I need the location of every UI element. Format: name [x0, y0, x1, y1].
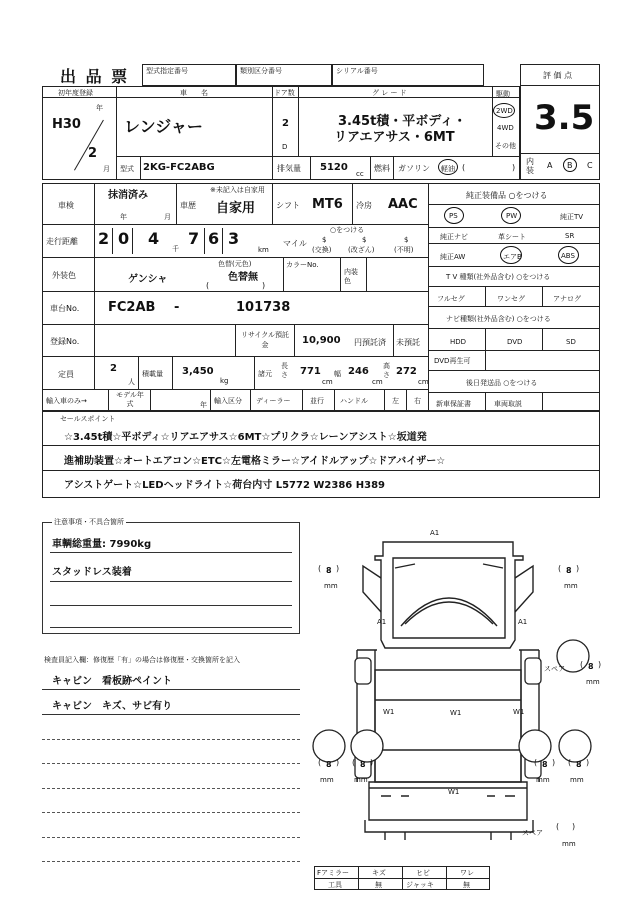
tire-rear-left-outer: 8 [326, 760, 332, 769]
interior-c: C [587, 161, 593, 170]
chassis-prefix: FC2AB [108, 300, 156, 315]
capacity-label: 定員 [58, 370, 74, 379]
model-label: 型式 [120, 165, 134, 173]
recycle-fee: 10,900 [302, 335, 341, 346]
import-parallel: 並行 [310, 397, 324, 405]
mileage-digit-5: 6 [208, 229, 220, 248]
tire-front-right-unit: mm [564, 582, 578, 590]
dvd-playback: DVD再生可 [434, 357, 471, 365]
model-year-label: モデル年式 [116, 391, 144, 408]
month-suffix: 月 [103, 165, 110, 173]
reg-label: 初年度登録 [58, 89, 93, 97]
color-no-label: カラーNo. [286, 261, 319, 269]
selling-point-line-1: ☆3.45t積☆平ボディ☆リアエアサス☆6MT☆プリクラ☆レーンアシスト☆坂道発 [64, 432, 427, 443]
navi-title: ナビ種類(社外品含む) ○をつける [446, 315, 551, 323]
mileage-digit-4: 7 [188, 229, 200, 248]
chassis-dash: - [174, 300, 180, 315]
score-box [520, 64, 600, 180]
handle-label: ハンドル [340, 397, 368, 405]
import-class-label: 輸入区分 [214, 397, 242, 405]
displacement: 5120 [320, 162, 348, 173]
chassis-number: 101738 [236, 300, 291, 315]
load-label: 積載量 [142, 370, 163, 378]
model-code: 2KG-FC2ABG [143, 162, 215, 173]
width-unit: cm [372, 378, 383, 386]
reg-no-label: 登録No. [50, 337, 80, 346]
navi-dvd: DVD [507, 338, 523, 346]
import-label: 輸入車のみ→ [46, 397, 87, 405]
mileage-digit-2: 0 [118, 229, 130, 248]
recycle-label: リサイクル預託金 [240, 331, 290, 349]
fuel-diesel-circle [438, 159, 458, 175]
diag-w1-right: W1 [513, 708, 525, 716]
tire-spare-bottom-unit: mm [562, 840, 576, 848]
dims-label: 諸元 [258, 370, 272, 378]
category-field: 類別区分番号 [236, 64, 332, 86]
tv-title: T V 種類(社外品含む) ○をつける [446, 273, 551, 281]
len-unit: cm [322, 378, 333, 386]
ac-label: 冷房 [356, 201, 372, 210]
equip-abs: ABS [561, 252, 575, 260]
repaint-label: 色替(元色) [218, 260, 252, 268]
height-label: 高さ [383, 362, 390, 379]
spare-label-bottom: スペア [522, 829, 543, 837]
mileage-digit-6: 3 [228, 229, 240, 248]
disp-label: 排気量 [277, 164, 301, 173]
fuel: ガソリン [398, 164, 430, 173]
color: ゲンシャ [128, 274, 168, 285]
legend-tools: 工具 [328, 881, 342, 889]
tire-spare-top-unit: mm [586, 678, 600, 686]
import-dealer: ディーラー [256, 397, 291, 405]
reg-month: 2 [88, 146, 98, 161]
tire-rear-right-outer-unit: mm [570, 776, 584, 784]
equip-airbag: エアB [503, 253, 522, 261]
tire-rear-left-outer-unit: mm [320, 776, 334, 784]
mileage-label: 走行距離 [46, 237, 78, 246]
equipment-title: 純正装備品 ○をつける [466, 191, 548, 200]
score-value: 3.5 [534, 98, 595, 138]
equip-leather: 革シート [498, 233, 526, 241]
after-warranty: 新車保証書 [436, 400, 471, 408]
tire-front-right: 8 [566, 566, 572, 575]
inspection: 抹消済み [108, 190, 148, 201]
sheet-title: 出 品 票 [60, 67, 130, 86]
ac: AAC [388, 197, 418, 212]
inspection-year: 年 [120, 213, 127, 221]
tv-oneseg: ワンセグ [497, 295, 525, 303]
mileage-digit-1: 2 [98, 229, 110, 248]
drive-2wd: 2WD [496, 107, 513, 115]
history-note: ※未記入は自家用 [210, 186, 265, 194]
grade-label: グ レ ー ド [372, 89, 407, 97]
grade-line2: リアエアサス・6MT [334, 130, 455, 145]
mileage-digit-3: 4 [148, 229, 160, 248]
recycle-status: 円預託済 [354, 338, 386, 347]
drive-label: 駆動 [496, 90, 510, 98]
door-suffix: D [282, 143, 288, 151]
legend-jack: ジャッキ [406, 881, 434, 889]
grade-line1: 3.45t積・平ボディ・ [338, 114, 467, 129]
equip-pw: PW [506, 212, 518, 220]
doors: 2 [282, 118, 289, 129]
navi-hdd: HDD [450, 338, 467, 346]
serial-field: シリアル番号 [332, 64, 484, 86]
score-label: 評 価 点 [543, 71, 573, 80]
legend-break: ワレ [460, 869, 474, 877]
repaint: 色替無 [228, 272, 258, 283]
inspection-month: 月 [164, 213, 171, 221]
length: 771 [300, 366, 321, 377]
diag-w1-left: W1 [383, 708, 395, 716]
diag-w1-rear: W1 [448, 788, 460, 796]
equip-ps-circle [444, 207, 464, 224]
notes-label: 注意事項・不具合箇所 [54, 518, 124, 526]
interior-label: 内装 [526, 157, 534, 175]
selling-point-line-3: アシストゲート☆LEDヘッドライト☆荷台内寸 L5772 W2386 H389 [64, 480, 385, 491]
meter-circle-note: ○をつける [330, 226, 365, 234]
diag-a1-left: A1 [377, 618, 387, 626]
equip-pw-circle [501, 207, 521, 224]
inspector-label: 検査員記入欄：修復歴「有」の場合は修復歴・交換箇所を記入 [44, 656, 240, 664]
drive-other: その他 [495, 142, 516, 150]
name-label: 車 名 [180, 89, 208, 97]
interior-b: B [567, 161, 573, 170]
spare-label-top: スペア [544, 665, 565, 673]
selling-point-line-2: 進補助装置☆オートエアコン☆ETC☆左電格ミラー☆アイドルアップ☆ドアバイザー☆ [64, 456, 446, 467]
equip-navi: 純正ナビ [440, 233, 468, 241]
shift-label: シフト [276, 201, 300, 210]
model-year-unit: 年 [200, 401, 207, 409]
equip-tv: 純正TV [560, 213, 584, 221]
mileage-thousand: 千 [172, 245, 179, 253]
notes-line-2: スタッドレス装着 [52, 567, 132, 578]
interior-color-label: 内装色 [344, 268, 358, 285]
tire-rear-left-inner-unit: mm [354, 776, 368, 784]
chassis-label: 車台No. [50, 304, 80, 313]
meter-tampered: (改ざん) [348, 246, 375, 254]
tire-front-left-unit: mm [324, 582, 338, 590]
disp-unit: cc [356, 170, 364, 178]
color-label: 外装色 [52, 271, 76, 280]
interior-a: A [547, 161, 553, 170]
tire-rear-left-inner: 8 [360, 760, 366, 769]
recycle-unpaid: 未預託 [396, 338, 420, 347]
type-approval-field: 型式指定番号 [142, 64, 236, 86]
equip-ps: PS [449, 212, 458, 220]
tire-rear-right-outer: 8 [576, 760, 582, 769]
shift: MT6 [312, 197, 343, 212]
tire-rear-right-inner-unit: mm [536, 776, 550, 784]
tv-fullseg: フルセグ [437, 295, 465, 303]
capacity: 2 [110, 363, 117, 374]
handle-left: 左 [392, 397, 399, 405]
navi-sd: SD [566, 338, 576, 346]
width-label: 幅 [334, 370, 341, 378]
equip-airbag-circle [500, 246, 522, 264]
drive-4wd: 4WD [497, 124, 514, 132]
tv-analog: アナログ [553, 295, 581, 303]
diag-a1-right: A1 [518, 618, 528, 626]
fuel-label: 燃料 [374, 164, 390, 173]
selling-points-label: セールスポイント [60, 415, 116, 423]
capacity-unit: 人 [128, 378, 135, 386]
load-unit: kg [220, 377, 229, 385]
legend-scratch: キズ [372, 869, 386, 877]
meter-exchanged: (交換) [312, 246, 332, 254]
legend-crack: ヒビ [416, 869, 430, 877]
meter-unknown: (不明) [394, 246, 414, 254]
legend-tools-value: 無 [375, 881, 382, 889]
history: 自家用 [216, 201, 256, 216]
len-label: 長さ [281, 362, 288, 379]
width: 246 [348, 366, 369, 377]
fuel-diesel: 軽油 [441, 165, 455, 173]
year-suffix: 年 [96, 104, 103, 112]
inspector-line-2: キャビン キズ、サビ有り [52, 701, 173, 712]
equip-abs-circle [558, 246, 579, 264]
mileage-km: km [258, 246, 269, 254]
interior-b-circle [563, 158, 577, 172]
mile-label: マイル [283, 239, 307, 248]
tire-front-left: 8 [326, 566, 332, 575]
inspector-line-1: キャビン 看板跡ペイント [52, 676, 172, 687]
tire-rear-right-inner: 8 [542, 760, 548, 769]
inspection-label: 車検 [58, 201, 74, 210]
load: 3,450 [182, 366, 214, 377]
equip-aw: 純正AW [440, 253, 466, 261]
height-unit: cm [418, 378, 429, 386]
history-label: 車歴 [180, 201, 196, 210]
height: 272 [396, 366, 417, 377]
after-title: 後日発送品 ○をつける [466, 379, 538, 387]
legend-mirror: Fアミラー [317, 869, 350, 877]
reg-era: H30 [52, 117, 81, 132]
doors-label: ドア数 [274, 89, 295, 97]
after-manual: 車両取説 [494, 400, 522, 408]
notes-line-1: 車輌総重量: 7990kg [52, 539, 152, 550]
equip-sr: SR [565, 232, 575, 240]
diag-w1-center: W1 [450, 709, 462, 717]
diag-a1-top: A1 [430, 529, 440, 537]
tire-spare-top: 8 [588, 662, 594, 671]
handle-right: 右 [414, 397, 421, 405]
car-name: レンジャー [124, 117, 203, 136]
legend-jack-value: 無 [463, 881, 470, 889]
drive-2wd-circle [493, 103, 515, 118]
